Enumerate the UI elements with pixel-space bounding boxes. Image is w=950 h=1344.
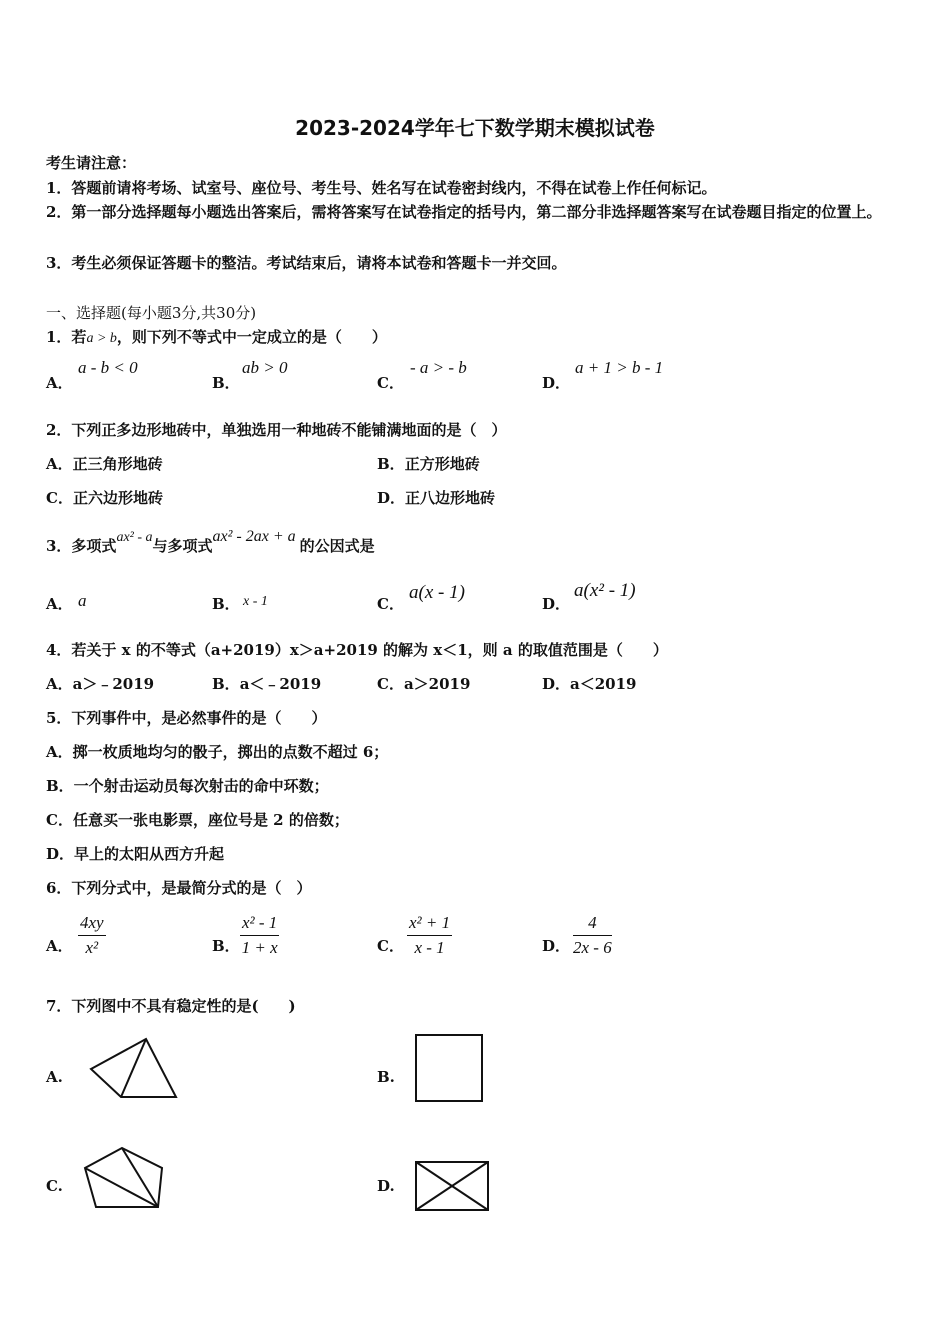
q3-option-d[interactable] [542, 593, 570, 614]
q1-option-b[interactable] [212, 372, 240, 393]
q6-option-d-fraction [573, 913, 612, 958]
q7-option-d[interactable]: D. [377, 1177, 395, 1195]
q6-option-c-fraction [407, 913, 452, 958]
denominator: x - 1 [414, 938, 445, 957]
q3-option-b[interactable] [212, 593, 240, 614]
numerator: 4xy [78, 913, 106, 936]
numerator: x² - 1 [240, 913, 279, 936]
q7-option-b[interactable]: B. [377, 1068, 395, 1086]
option-text: 正方形地砖 [404, 455, 480, 473]
q1-option-b-expr: ab > 0 [242, 358, 288, 377]
q6-option-d[interactable] [542, 935, 570, 956]
q3-middle: 与多项式 [152, 537, 213, 555]
denominator: x² [85, 938, 99, 957]
q3-option-c-expr: a(x - 1) [409, 582, 465, 603]
option-label: B． [212, 374, 240, 392]
page-title: 2023-2024学年七下数学期末模拟试卷 [295, 116, 655, 140]
q1-option-c-expr: - a > - b [410, 358, 467, 377]
q1-condition: a > b [86, 331, 117, 346]
q4-option-b[interactable] [212, 673, 321, 694]
q5-option-a[interactable]: A．掷一枚质地均匀的骰子，掷出的点数不超过 6； [46, 743, 389, 761]
q6-option-a[interactable] [46, 935, 73, 956]
notice-item-2: 2．第一部分选择题每小题选出答案后，需将答案写在试卷指定的括号内，第二部分非选择题答案写在试卷题目指定的位置上。 [46, 203, 882, 221]
q1-suffix: ，则下列不等式中一定成立的是（ ） [116, 328, 387, 346]
q2-option-d[interactable] [377, 487, 495, 508]
notice-item-1: 1．答题前请将考场、试室号、座位号、考生号、姓名写在试卷密封线内，不得在试卷上作任何标记。 [46, 179, 717, 197]
numerator: 4 [573, 913, 612, 936]
option-text: 正三角形地砖 [72, 455, 163, 473]
q2-option-a[interactable] [46, 453, 163, 474]
q6-option-a-fraction [78, 913, 106, 958]
q7-option-a[interactable]: A. [46, 1068, 63, 1086]
q7-figure-d-crossed-rectangle [414, 1160, 492, 1214]
q4-option-a[interactable] [46, 673, 154, 694]
q7-option-c[interactable]: C. [46, 1177, 63, 1195]
question-4: 4．若关于 x 的不等式（a+2019）x＞a+2019 的解为 x＜1，则 a 的取值范围是（ ） [46, 641, 668, 659]
option-label: D． [542, 374, 571, 392]
option-label: B． [377, 455, 405, 473]
notice-heading: 考生请注意： [46, 154, 137, 172]
option-text: a＞2019 [403, 675, 471, 693]
option-text: a＜﹣2019 [239, 675, 322, 693]
option-label: C． [377, 937, 404, 955]
option-label: A． [46, 595, 73, 613]
q4-option-d[interactable] [542, 673, 636, 694]
q1-option-d-expr: a + 1 > b - 1 [575, 358, 664, 377]
q1-option-d[interactable] [542, 372, 570, 393]
q3-prefix: 3．多项式 [46, 537, 117, 555]
question-5: 5．下列事件中，是必然事件的是（ ） [46, 709, 327, 727]
question-7: 7．下列图中不具有稳定性的是( ) [46, 997, 296, 1015]
option-label: B． [212, 595, 240, 613]
q2-option-b[interactable] [377, 453, 480, 474]
option-label: C． [377, 374, 404, 392]
q4-option-c[interactable] [377, 673, 470, 694]
option-text: a＜2019 [570, 675, 637, 693]
q7-figure-b-square [414, 1033, 486, 1107]
q6-option-c[interactable] [377, 935, 404, 956]
q5-option-b[interactable]: B．一个射击运动员每次射击的命中环数； [46, 777, 329, 795]
option-label: A． [46, 937, 73, 955]
q1-option-a-expr: a - b < 0 [78, 358, 138, 377]
option-label: C． [377, 675, 404, 693]
q3-suffix: 的公因式是 [299, 537, 375, 555]
option-label: B． [212, 675, 240, 693]
option-label: C． [46, 489, 73, 507]
q1-option-a[interactable] [46, 372, 73, 393]
option-label: D． [377, 489, 406, 507]
question-3 [46, 528, 375, 556]
option-text: 正八边形地砖 [405, 489, 496, 507]
option-label: D． [542, 675, 571, 693]
q3-option-a-expr: a [78, 591, 87, 610]
option-label: D． [542, 595, 571, 613]
q6-option-b[interactable] [212, 935, 240, 956]
q7-figure-c-pentagon [82, 1145, 168, 1211]
q6-option-b-fraction [240, 913, 279, 958]
q1-prefix: 1．若 [46, 328, 87, 346]
option-label: A． [46, 374, 73, 392]
q2-option-c[interactable] [46, 487, 163, 508]
question-6: 6．下列分式中，是最简分式的是（ ） [46, 879, 312, 897]
q3-option-a[interactable] [46, 593, 73, 614]
option-label: A． [46, 675, 73, 693]
q3-option-b-expr: x - 1 [243, 594, 268, 609]
notice-item-3: 3．考生必须保证答题卡的整洁。考试结束后，请将本试卷和答题卡一并交回。 [46, 254, 567, 272]
q3-option-d-expr: a(x² - 1) [574, 580, 636, 601]
q5-option-d[interactable]: D．早上的太阳从西方升起 [46, 845, 225, 863]
q7-figure-a-triangles [88, 1036, 180, 1100]
q3-poly1: ax² - a [116, 530, 153, 545]
denominator: 1 + x [241, 938, 278, 957]
option-text: a＞﹣2019 [72, 675, 155, 693]
option-text: 正六边形地砖 [72, 489, 163, 507]
option-label: B． [212, 937, 240, 955]
q3-poly2: ax² - 2ax + a [212, 528, 296, 545]
question-1 [46, 326, 387, 347]
numerator: x² + 1 [407, 913, 452, 936]
section-heading: 一、选择题(每小题3分,共30分) [46, 304, 257, 322]
option-label: D． [542, 937, 571, 955]
q3-option-c[interactable] [377, 593, 404, 614]
option-label: A． [46, 455, 73, 473]
q5-option-c[interactable]: C．任意买一张电影票，座位号是 2 的倍数； [46, 811, 349, 829]
denominator: 2x - 6 [573, 938, 612, 957]
option-label: C． [377, 595, 404, 613]
q1-option-c[interactable] [377, 372, 404, 393]
question-2: 2．下列正多边形地砖中，单独选用一种地砖不能铺满地面的是（ ） [46, 421, 507, 439]
